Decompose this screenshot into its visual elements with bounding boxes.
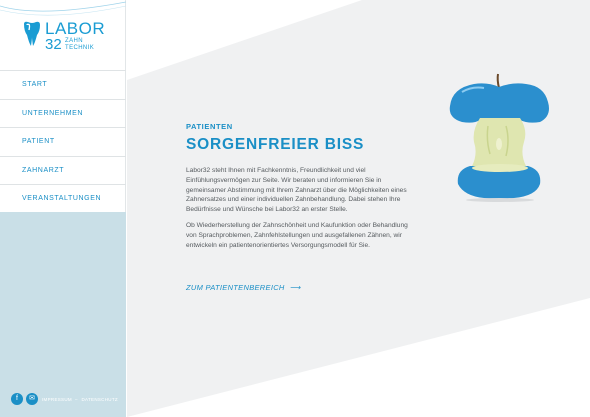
- section-kicker: PATIENTEN: [186, 122, 233, 131]
- sidebar-lower-panel: [0, 212, 126, 417]
- apple-core-image: [444, 70, 556, 202]
- logo-wordmark: LABOR: [45, 19, 106, 38]
- content-block: [186, 122, 416, 250]
- logo-subtitle-line1: ZAHN: [65, 38, 83, 44]
- arrow-right-icon: ⟶: [289, 283, 301, 292]
- nav-item-patient[interactable]: PATIENT: [0, 128, 126, 157]
- nav-item-veranstaltungen[interactable]: VERANSTALTUNGEN: [0, 185, 126, 214]
- patient-area-link[interactable]: [186, 283, 301, 292]
- nav-item-zahnarzt[interactable]: ZAHNARZT: [0, 157, 126, 186]
- intro-paragraph: Labor32 steht Ihnen mit Fachkenntnis, Freundlichkeit und viel Einfühlungsvermögen zur Seite. Wir beraten und informieren Sie in gemeinsamer Abstimmung mit Ihrem Zahnarzt über die Möglichkeiten eines Zahnersatzes und einer individuellen Zahnbehandlung. Dabei stehen Ihre Bedürfnisse und Wünsche bei Labor32 an erster Stelle.: [186, 167, 407, 214]
- logo-subtitle-line2: TECHNIK: [65, 44, 95, 51]
- footer-separator: –: [74, 396, 78, 402]
- impressum-link[interactable]: IMPRESSUM: [42, 396, 72, 402]
- page-title: SORGENFREIER BISS: [186, 136, 365, 153]
- logo-subtitle: [65, 38, 94, 51]
- nav-item-start[interactable]: START: [0, 71, 126, 100]
- datenschutz-link[interactable]: DATENSCHUTZ: [81, 396, 118, 402]
- main-content: [127, 0, 590, 417]
- second-paragraph: Ob Wiederherstellung der Zahnschönheit und Kaufunktion oder Behandlung von Sprachproblemen, Zahnfehlstellungen und ausgefallenen Zähnen, wir entwickeln ein patientenorientiertes Versorgungsmodell für Sie.: [186, 221, 408, 249]
- logo[interactable]: [0, 0, 126, 70]
- patient-area-link-label: ZUM PATIENTENBEREICH: [186, 283, 285, 292]
- facebook-icon[interactable]: f: [11, 393, 23, 405]
- tooth-logo-icon: [22, 21, 42, 47]
- logo-number: 32: [45, 36, 62, 53]
- nav-item-unternehmen[interactable]: UNTERNEHMEN: [0, 100, 126, 129]
- main-navigation: [0, 70, 126, 214]
- mail-icon[interactable]: ✉: [26, 393, 38, 405]
- sidebar: [0, 0, 126, 417]
- sidebar-footer: [11, 393, 118, 405]
